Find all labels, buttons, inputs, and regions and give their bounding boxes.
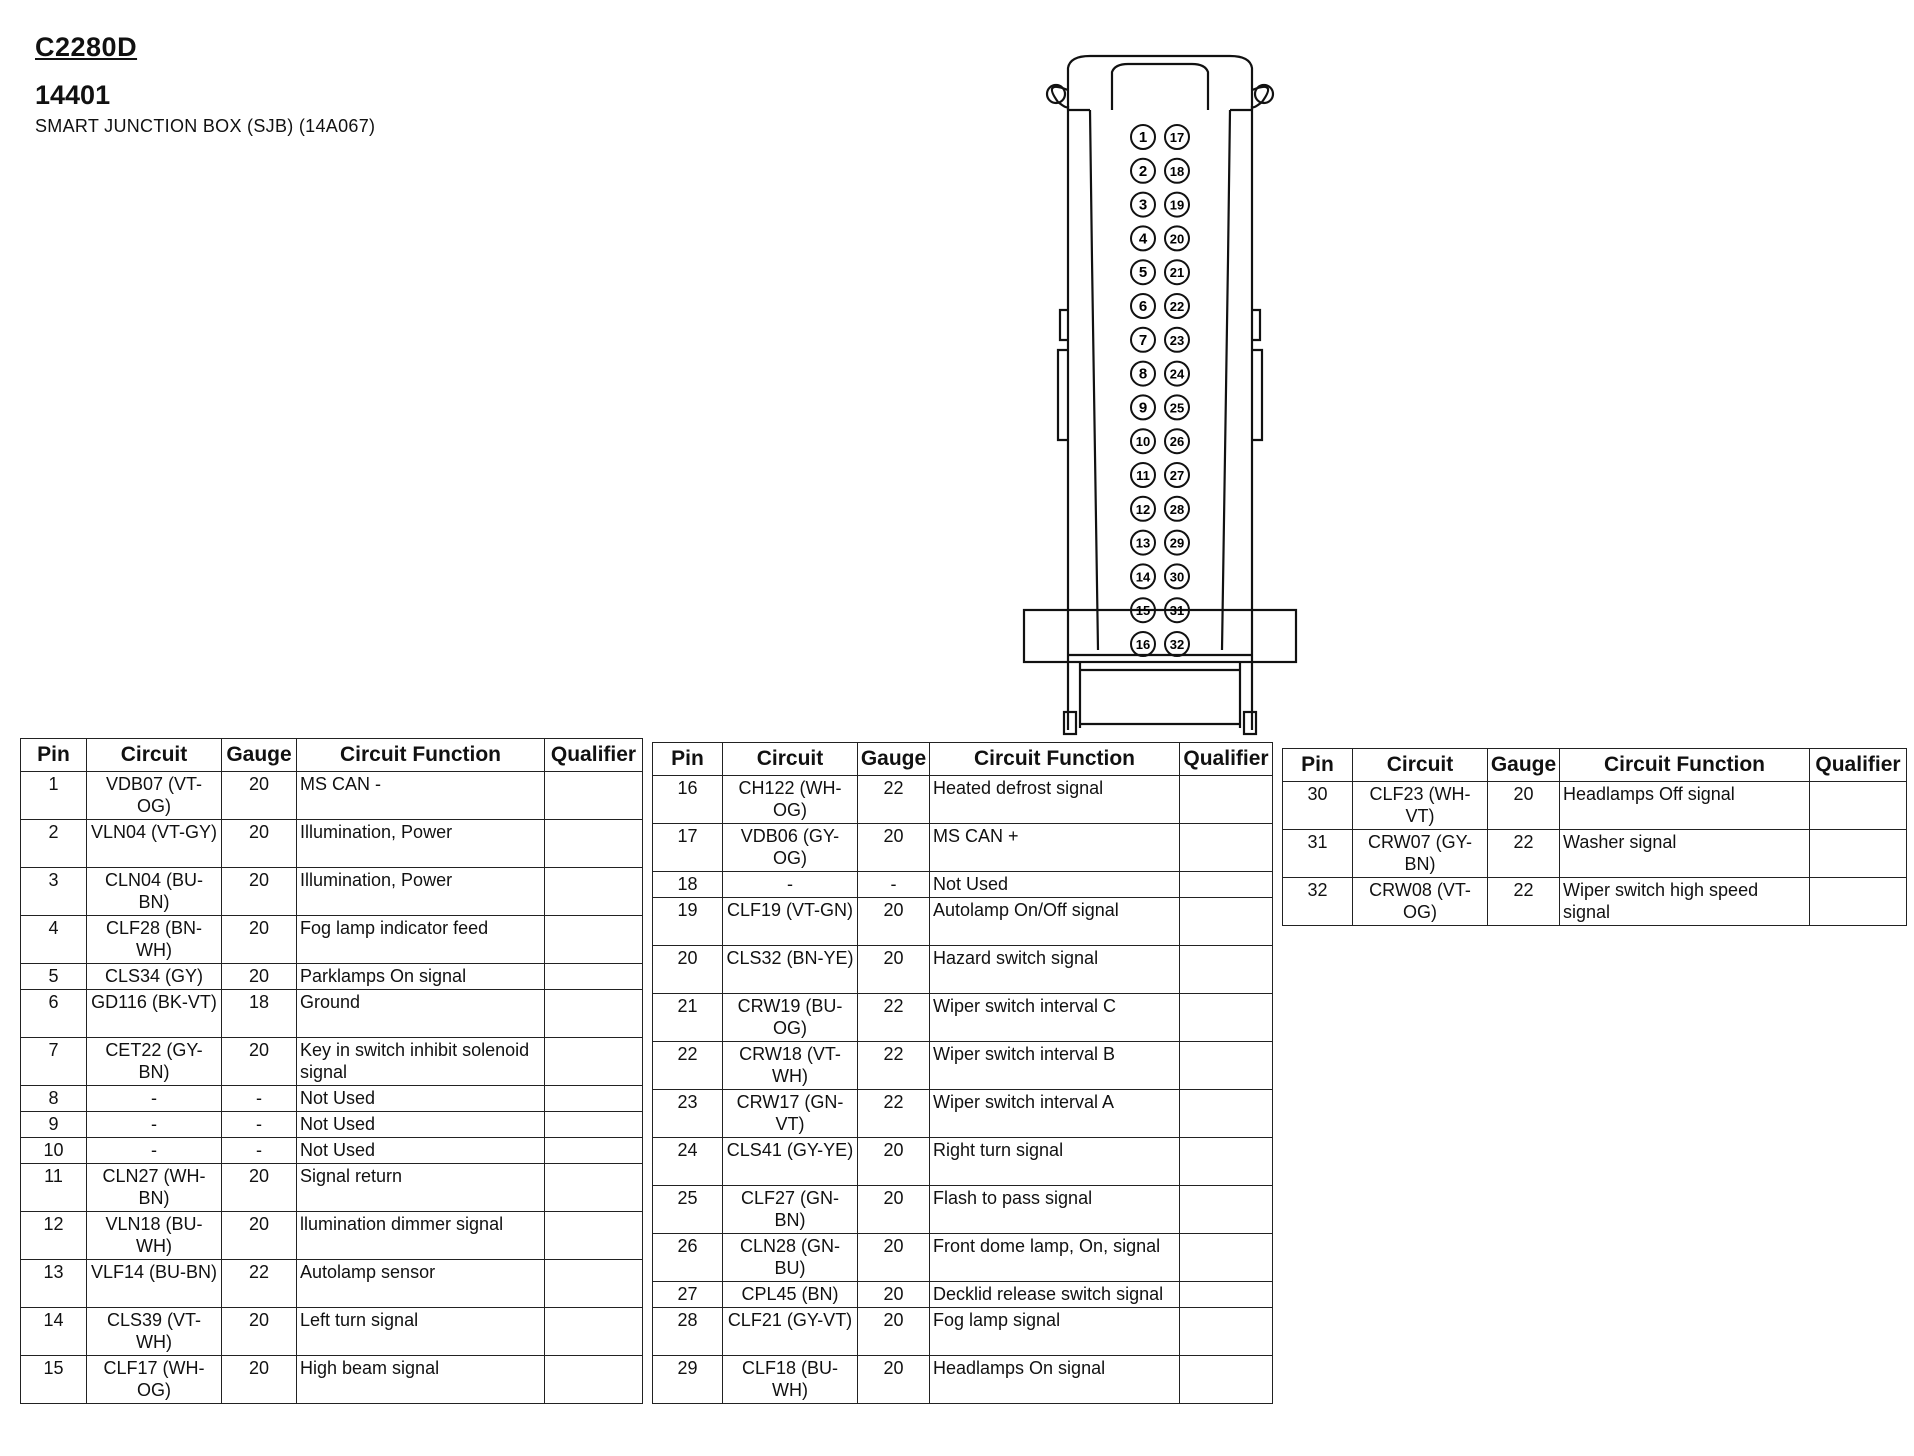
table-row <box>21 990 643 1038</box>
table-row <box>21 1086 643 1112</box>
pin-number-label: 3 <box>1138 196 1148 214</box>
table-row <box>21 1138 643 1164</box>
qualifier-cell <box>1180 1042 1273 1090</box>
qualifier-cell <box>545 1138 643 1164</box>
circuit-cell: CLF27 (GN-BN) <box>723 1186 858 1234</box>
circuit-function-cell: Fog lamp signal <box>930 1308 1180 1356</box>
table-row <box>21 1112 643 1138</box>
pin-number-label: 27 <box>1169 468 1185 483</box>
gauge-cell: 20 <box>858 1186 930 1234</box>
pin-cell: 26 <box>653 1234 723 1282</box>
qualifier-cell <box>1180 1356 1273 1404</box>
table-row <box>653 1090 1273 1138</box>
pin-23 <box>1165 328 1189 352</box>
circuit-function-cell: MS CAN - <box>297 772 545 820</box>
qualifier-cell <box>545 916 643 964</box>
table-row <box>653 1234 1273 1282</box>
gauge-cell: 22 <box>858 776 930 824</box>
circuit-function-cell: Decklid release switch signal <box>930 1282 1180 1308</box>
qualifier-cell <box>1810 878 1907 926</box>
pin-number-label: 18 <box>1169 163 1185 179</box>
pin-cell: 31 <box>1283 830 1353 878</box>
circuit-function-cell: Fog lamp indicator feed <box>297 916 545 964</box>
table-row <box>653 1356 1273 1404</box>
header-qualifier: Qualifier <box>1180 743 1273 776</box>
header-pin: Pin <box>653 743 723 776</box>
circuit-cell: CLF18 (BU-WH) <box>723 1356 858 1404</box>
housing-rib-right <box>1252 310 1262 440</box>
pin-cell: 30 <box>1283 782 1353 830</box>
table-row <box>653 1042 1273 1090</box>
qualifier-cell <box>1180 1308 1273 1356</box>
pin-19 <box>1165 193 1189 217</box>
gauge-cell: - <box>222 1138 297 1164</box>
gauge-cell: 20 <box>858 1308 930 1356</box>
pin-29 <box>1165 531 1189 555</box>
pin-12 <box>1131 497 1155 521</box>
pin-27 <box>1165 463 1189 487</box>
circuit-function-cell: Not Used <box>297 1086 545 1112</box>
pin-table-2 <box>652 742 1273 1404</box>
pin-8 <box>1131 362 1155 386</box>
circuit-cell: CLF23 (WH-VT) <box>1353 782 1488 830</box>
circuit-cell: VDB06 (GY-OG) <box>723 824 858 872</box>
circuit-cell: VDB07 (VT-OG) <box>87 772 222 820</box>
circuit-function-cell: Autolamp On/Off signal <box>930 898 1180 946</box>
pin-cell: 8 <box>21 1086 87 1112</box>
pin-3 <box>1131 193 1155 217</box>
connector-id: C2280D <box>35 32 138 62</box>
pin-cell: 7 <box>21 1038 87 1086</box>
header-circuit-function: Circuit Function <box>1560 749 1810 782</box>
pin-32 <box>1165 632 1189 656</box>
qualifier-cell <box>545 1356 643 1404</box>
gauge-cell: 20 <box>222 772 297 820</box>
pin-cell: 13 <box>21 1260 87 1308</box>
housing-inner-right <box>1222 110 1230 650</box>
connector-face-diagram <box>1020 50 1300 740</box>
circuit-cell: VLN18 (BU-WH) <box>87 1212 222 1260</box>
header-circuit: Circuit <box>723 743 858 776</box>
pin-cell: 24 <box>653 1138 723 1186</box>
pin-14 <box>1131 564 1155 588</box>
gauge-cell: 20 <box>1488 782 1560 830</box>
circuit-function-cell: Ground <box>297 990 545 1038</box>
part-description: SMART JUNCTION BOX (SJB) (14A067) <box>35 116 376 136</box>
table-row <box>653 1308 1273 1356</box>
pin-number-label: 20 <box>1169 231 1185 247</box>
gauge-cell: 18 <box>222 990 297 1038</box>
pin-number-label: 16 <box>1135 637 1151 652</box>
qualifier-cell <box>1180 994 1273 1042</box>
qualifier-cell <box>1180 1234 1273 1282</box>
circuit-cell: CLN27 (WH-BN) <box>87 1164 222 1212</box>
table-row <box>653 898 1273 946</box>
qualifier-cell <box>1180 946 1273 994</box>
header-circuit-function: Circuit Function <box>297 739 545 772</box>
gauge-cell: 20 <box>858 1356 930 1404</box>
gauge-cell: 20 <box>858 1234 930 1282</box>
qualifier-cell <box>545 820 643 868</box>
pin-cell: 3 <box>21 868 87 916</box>
gauge-cell: - <box>858 872 930 898</box>
circuit-cell: CLN28 (GN-BU) <box>723 1234 858 1282</box>
qualifier-cell <box>545 1212 643 1260</box>
table-row <box>21 1212 643 1260</box>
circuit-function-cell: Headlamps Off signal <box>1560 782 1810 830</box>
pin-25 <box>1165 395 1189 419</box>
circuit-function-cell: Heated defrost signal <box>930 776 1180 824</box>
pin-number-label: 13 <box>1135 535 1151 551</box>
header-gauge: Gauge <box>1488 749 1560 782</box>
circuit-cell: GD116 (BK-VT) <box>87 990 222 1038</box>
pin-number-label: 24 <box>1169 366 1185 382</box>
pin-cell: 23 <box>653 1090 723 1138</box>
pin-table-1 <box>20 738 643 1404</box>
qualifier-cell <box>1180 1090 1273 1138</box>
circuit-cell: CRW07 (GY-BN) <box>1353 830 1488 878</box>
qualifier-cell <box>545 1038 643 1086</box>
pin-number-label: 14 <box>1135 569 1151 585</box>
pin-number-label: 9 <box>1138 399 1148 417</box>
pin-cell: 21 <box>653 994 723 1042</box>
header-gauge: Gauge <box>222 739 297 772</box>
gauge-cell: 20 <box>222 916 297 964</box>
circuit-cell: CLS32 (BN-YE) <box>723 946 858 994</box>
table-row <box>653 994 1273 1042</box>
pin-cell: 5 <box>21 964 87 990</box>
pin-number-label: 10 <box>1135 434 1151 450</box>
circuit-cell: VLN04 (VT-GY) <box>87 820 222 868</box>
gauge-cell: 22 <box>858 994 930 1042</box>
pin-cell: 19 <box>653 898 723 946</box>
header-circuit: Circuit <box>1353 749 1488 782</box>
pin-cell: 32 <box>1283 878 1353 926</box>
pin-number-label: 15 <box>1135 603 1151 619</box>
pin-number-label: 23 <box>1169 332 1185 348</box>
pin-cell: 10 <box>21 1138 87 1164</box>
circuit-cell: VLF14 (BU-BN) <box>87 1260 222 1308</box>
terminal-foot-right <box>1244 712 1256 734</box>
circuit-function-cell: Illumination, Power <box>297 820 545 868</box>
pin-cell: 6 <box>21 990 87 1038</box>
circuit-function-cell: Wiper switch interval A <box>930 1090 1180 1138</box>
pin-cell: 28 <box>653 1308 723 1356</box>
table-row <box>21 1356 643 1404</box>
pin-2 <box>1131 159 1155 183</box>
gauge-cell: 20 <box>222 1308 297 1356</box>
base-flange-inner <box>1068 650 1252 662</box>
circuit-cell: CRW17 (GN-VT) <box>723 1090 858 1138</box>
table-row <box>653 824 1273 872</box>
gauge-cell: 20 <box>858 898 930 946</box>
circuit-cell: CLF28 (BN-WH) <box>87 916 222 964</box>
table-row <box>653 872 1273 898</box>
circuit-cell: - <box>723 872 858 898</box>
header-circuit-function: Circuit Function <box>930 743 1180 776</box>
qualifier-cell <box>545 964 643 990</box>
table-row <box>1283 782 1907 830</box>
pin-number-label: 2 <box>1138 162 1148 180</box>
pin-number-label: 31 <box>1169 603 1185 619</box>
qualifier-cell <box>1180 872 1273 898</box>
pin-number-label: 19 <box>1169 197 1185 213</box>
qualifier-cell <box>1180 1186 1273 1234</box>
pin-cell: 20 <box>653 946 723 994</box>
pin-30 <box>1165 564 1189 588</box>
pin-cell: 27 <box>653 1282 723 1308</box>
pin-cell: 15 <box>21 1356 87 1404</box>
housing-inner-left <box>1090 110 1098 650</box>
gauge-cell: 22 <box>1488 830 1560 878</box>
circuit-function-cell: Not Used <box>297 1112 545 1138</box>
qualifier-cell <box>545 868 643 916</box>
circuit-function-cell: Headlamps On signal <box>930 1356 1180 1404</box>
table-row <box>21 868 643 916</box>
pin-cell: 22 <box>653 1042 723 1090</box>
gauge-cell: 22 <box>858 1090 930 1138</box>
gauge-cell: - <box>222 1112 297 1138</box>
pin-21 <box>1165 260 1189 284</box>
pin-20 <box>1165 226 1189 250</box>
circuit-function-cell: Wiper switch high speed signal <box>1560 878 1810 926</box>
circuit-function-cell: Not Used <box>930 872 1180 898</box>
pin-13 <box>1131 531 1155 555</box>
gauge-cell: 22 <box>222 1260 297 1308</box>
circuit-cell: CLS39 (VT-WH) <box>87 1308 222 1356</box>
pin-cell: 25 <box>653 1186 723 1234</box>
circuit-cell: CH122 (WH-OG) <box>723 776 858 824</box>
gauge-cell: - <box>222 1086 297 1112</box>
pin-number-label: 5 <box>1138 264 1148 282</box>
pin-26 <box>1165 429 1189 453</box>
qualifier-cell <box>545 1112 643 1138</box>
pin-number-label: 8 <box>1138 365 1148 383</box>
circuit-function-cell: Left turn signal <box>297 1308 545 1356</box>
pin-5 <box>1131 260 1155 284</box>
qualifier-cell <box>1180 898 1273 946</box>
header-pin: Pin <box>1283 749 1353 782</box>
pin-18 <box>1165 159 1189 183</box>
table-row <box>653 1186 1273 1234</box>
qualifier-cell <box>1810 830 1907 878</box>
pin-number-label: 22 <box>1169 299 1185 314</box>
pin-22 <box>1165 294 1189 318</box>
qualifier-cell <box>545 1260 643 1308</box>
table-row <box>653 946 1273 994</box>
pin-grid <box>1131 125 1189 656</box>
header-circuit: Circuit <box>87 739 222 772</box>
pin-number-label: 25 <box>1169 400 1185 416</box>
pin-16 <box>1131 632 1155 656</box>
qualifier-cell <box>545 1086 643 1112</box>
table-row <box>21 1164 643 1212</box>
pin-number-label: 21 <box>1169 265 1185 281</box>
circuit-cell: CLS41 (GY-YE) <box>723 1138 858 1186</box>
gauge-cell: 20 <box>222 964 297 990</box>
circuit-function-cell: Hazard switch signal <box>930 946 1180 994</box>
qualifier-cell <box>545 772 643 820</box>
gauge-cell: 20 <box>222 1212 297 1260</box>
circuit-cell: - <box>87 1086 222 1112</box>
gauge-cell: 22 <box>858 1042 930 1090</box>
pin-cell: 4 <box>21 916 87 964</box>
qualifier-cell <box>1810 782 1907 830</box>
table-row <box>21 1038 643 1086</box>
header-qualifier: Qualifier <box>545 739 643 772</box>
circuit-function-cell: MS CAN + <box>930 824 1180 872</box>
terminal-foot-left <box>1064 712 1076 734</box>
terminal-block <box>1068 662 1252 730</box>
pin-11 <box>1131 463 1155 487</box>
pin-cell: 16 <box>653 776 723 824</box>
pin-cell: 2 <box>21 820 87 868</box>
pin-7 <box>1131 328 1155 352</box>
pin-number-label: 26 <box>1169 434 1185 450</box>
table-row <box>21 964 643 990</box>
table-row <box>21 772 643 820</box>
pin-cell: 1 <box>21 772 87 820</box>
gauge-cell: 20 <box>858 824 930 872</box>
table-row <box>21 820 643 868</box>
header-qualifier: Qualifier <box>1810 749 1907 782</box>
circuit-function-cell: Signal return <box>297 1164 545 1212</box>
hood-inner <box>1112 64 1208 110</box>
gauge-cell: 20 <box>858 1282 930 1308</box>
pin-number-label: 12 <box>1135 501 1151 517</box>
circuit-function-cell: Wiper switch interval B <box>930 1042 1180 1090</box>
pin-cell: 11 <box>21 1164 87 1212</box>
housing-outer <box>1068 106 1252 650</box>
pin-24 <box>1165 362 1189 386</box>
circuit-function-cell: Washer signal <box>1560 830 1810 878</box>
circuit-function-cell: Autolamp sensor <box>297 1260 545 1308</box>
pin-10 <box>1131 429 1155 453</box>
circuit-cell: - <box>87 1138 222 1164</box>
table-row <box>1283 830 1907 878</box>
qualifier-cell <box>545 1308 643 1356</box>
pin-number-label: 11 <box>1136 468 1150 483</box>
pin-6 <box>1131 294 1155 318</box>
table-row <box>653 1138 1273 1186</box>
circuit-cell: CET22 (GY-BN) <box>87 1038 222 1086</box>
header-pin: Pin <box>21 739 87 772</box>
pin-cell: 9 <box>21 1112 87 1138</box>
circuit-cell: CLN04 (BU-BN) <box>87 868 222 916</box>
circuit-function-cell: High beam signal <box>297 1356 545 1404</box>
circuit-function-cell: Parklamps On signal <box>297 964 545 990</box>
pin-cell: 29 <box>653 1356 723 1404</box>
circuit-cell: CLF17 (WH-OG) <box>87 1356 222 1404</box>
qualifier-cell <box>1180 776 1273 824</box>
pin-number-label: 17 <box>1169 130 1185 145</box>
pin-number-label: 4 <box>1138 230 1148 248</box>
qualifier-cell <box>545 1164 643 1212</box>
pin-17 <box>1165 125 1189 149</box>
pin-number-label: 30 <box>1169 569 1185 585</box>
pin-number-label: 7 <box>1138 331 1148 349</box>
qualifier-cell <box>1180 824 1273 872</box>
circuit-function-cell: Flash to pass signal <box>930 1186 1180 1234</box>
gauge-cell: 20 <box>858 946 930 994</box>
qualifier-cell <box>545 990 643 1038</box>
pin-4 <box>1131 226 1155 250</box>
gauge-cell: 20 <box>222 820 297 868</box>
qualifier-cell <box>1180 1282 1273 1308</box>
table-row <box>21 916 643 964</box>
circuit-function-cell: Right turn signal <box>930 1138 1180 1186</box>
table-row <box>21 1260 643 1308</box>
table-row <box>653 1282 1273 1308</box>
pin-cell: 17 <box>653 824 723 872</box>
circuit-function-cell: Wiper switch interval C <box>930 994 1180 1042</box>
gauge-cell: 20 <box>222 1164 297 1212</box>
circuit-function-cell: Front dome lamp, On, signal <box>930 1234 1180 1282</box>
circuit-cell: CRW08 (VT-OG) <box>1353 878 1488 926</box>
pin-table-3 <box>1282 748 1907 926</box>
gauge-cell: 20 <box>222 1038 297 1086</box>
pin-number-label: 32 <box>1169 637 1185 652</box>
pin-cell: 18 <box>653 872 723 898</box>
pin-9 <box>1131 395 1155 419</box>
circuit-cell: CPL45 (BN) <box>723 1282 858 1308</box>
circuit-cell: CRW19 (BU-OG) <box>723 994 858 1042</box>
pin-number-label: 28 <box>1169 501 1185 517</box>
circuit-function-cell: llumination dimmer signal <box>297 1212 545 1260</box>
pin-28 <box>1165 497 1189 521</box>
circuit-function-cell: Illumination, Power <box>297 868 545 916</box>
circuit-cell: - <box>87 1112 222 1138</box>
gauge-cell: 20 <box>222 868 297 916</box>
circuit-cell: CLF19 (VT-GN) <box>723 898 858 946</box>
circuit-cell: CLS34 (GY) <box>87 964 222 990</box>
gauge-cell: 22 <box>1488 878 1560 926</box>
pin-cell: 12 <box>21 1212 87 1260</box>
table-row <box>653 776 1273 824</box>
qualifier-cell <box>1180 1138 1273 1186</box>
housing-rib-left <box>1058 310 1068 440</box>
header-gauge: Gauge <box>858 743 930 776</box>
pin-number-label: 6 <box>1138 298 1148 315</box>
part-number: 14401 <box>35 80 111 110</box>
gauge-cell: 20 <box>222 1356 297 1404</box>
pin-cell: 14 <box>21 1308 87 1356</box>
circuit-function-cell: Not Used <box>297 1138 545 1164</box>
pin-1 <box>1131 125 1155 149</box>
circuit-cell: CLF21 (GY-VT) <box>723 1308 858 1356</box>
circuit-cell: CRW18 (VT-WH) <box>723 1042 858 1090</box>
table-row <box>1283 878 1907 926</box>
gauge-cell: 20 <box>858 1138 930 1186</box>
pin-number-label: 1 <box>1138 129 1148 146</box>
circuit-function-cell: Key in switch inhibit solenoid signal <box>297 1038 545 1086</box>
table-row <box>21 1308 643 1356</box>
pin-number-label: 29 <box>1169 535 1185 551</box>
